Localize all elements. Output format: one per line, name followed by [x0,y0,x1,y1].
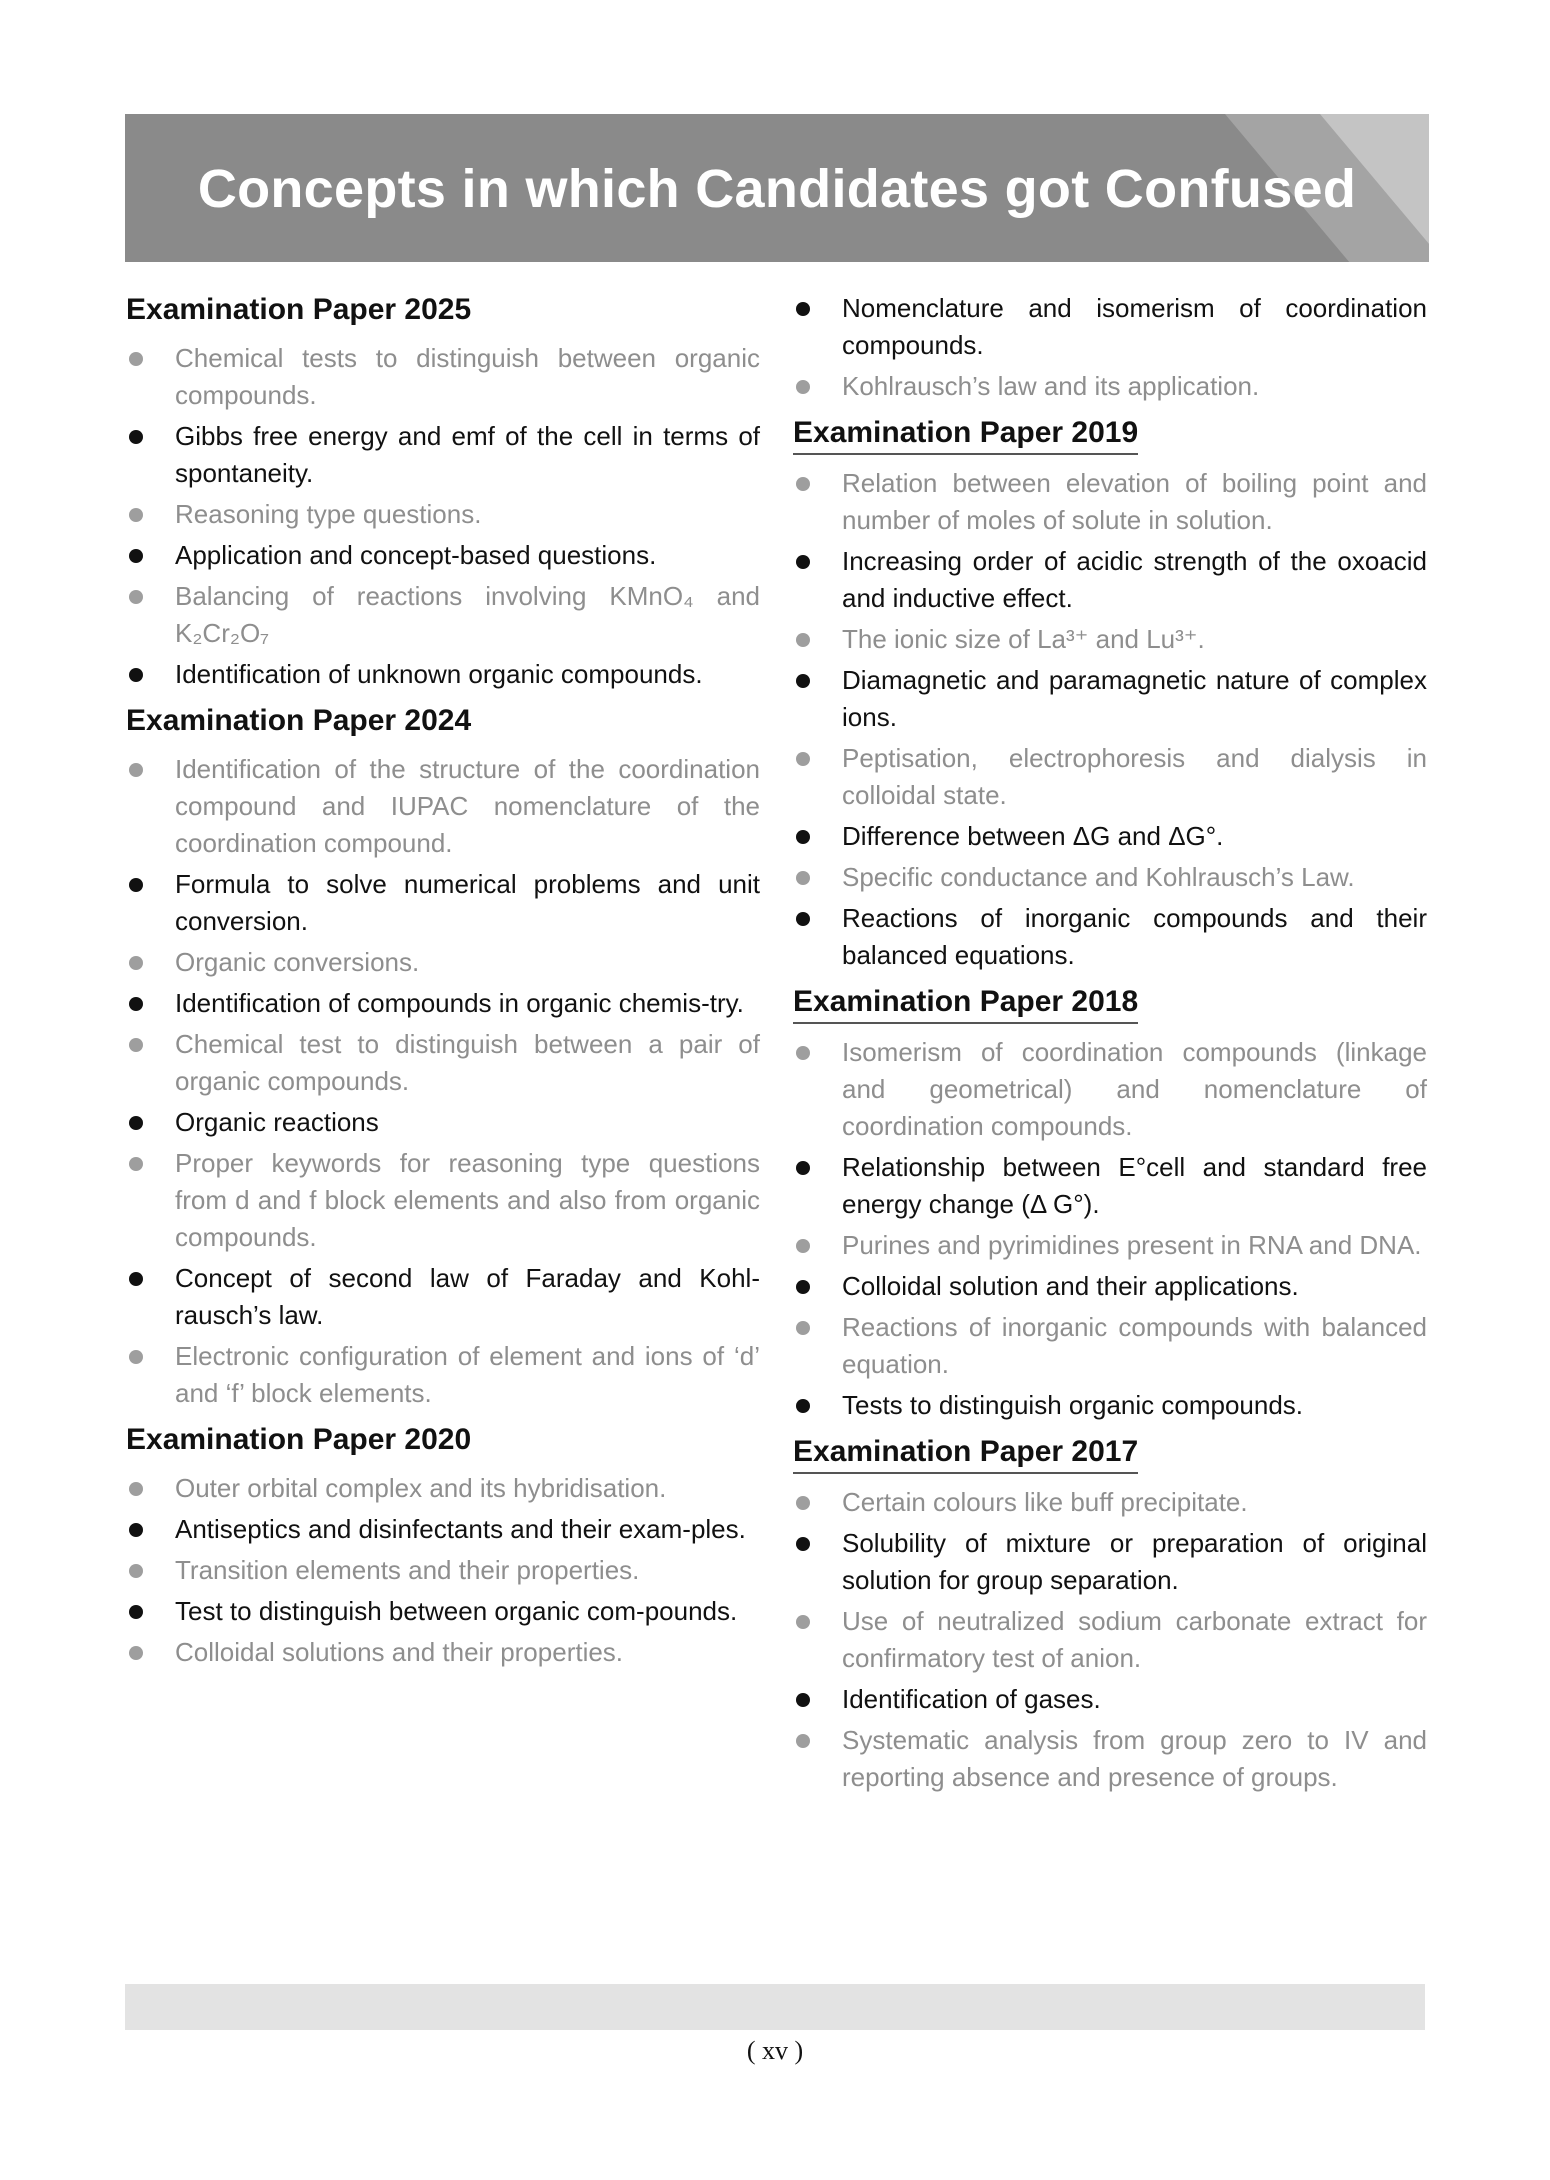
list-item [126,1593,760,1630]
bullet-icon [796,1615,810,1629]
concept-list [126,340,760,693]
exam-section [126,1420,760,1671]
list-item-text: Systematic analysis from group zero to IV and reporting absence and presence of groups. [842,1725,1427,1792]
bullet-icon [129,997,143,1011]
bullet-icon [796,1693,810,1707]
bullet-icon [796,633,810,647]
list-item-text: Transition elements and their properties. [175,1555,640,1585]
list-item [126,1552,760,1589]
list-item-text: Reactions of inorganic compounds with balanced equation. [842,1312,1427,1379]
list-item [126,1511,760,1548]
bullet-icon [129,508,143,522]
list-item-text: Relationship between E°cell and standard free energy change (Δ G°). [842,1152,1427,1219]
bullet-icon [796,1734,810,1748]
list-item [793,290,1427,364]
list-item [793,859,1427,896]
concept-list [793,465,1427,974]
list-item [126,537,760,574]
section-heading: Examination Paper 2019 [793,413,1138,455]
list-item-text: Diamagnetic and paramagnetic nature of complex ions. [842,665,1427,732]
bullet-icon [129,1605,143,1619]
list-item-text: Increasing order of acidic strength of the oxoacid and inductive effect. [842,546,1427,613]
bullet-icon [796,1537,810,1551]
bullet-icon [796,1161,810,1175]
bullet-icon [129,1157,143,1171]
bullet-icon [796,1280,810,1294]
list-item-text: Nomenclature and isomerism of coordination compounds. [842,293,1427,360]
list-item-text: Outer orbital complex and its hybridisation. [175,1473,667,1503]
list-item-text: Identification of the structure of the coordination compound and IUPAC nomenclature of the coordination compound. [175,754,760,858]
list-item [126,1338,760,1412]
list-item-text: Relation between elevation of boiling point and number of moles of solute in solution. [842,468,1427,535]
bullet-icon [129,549,143,563]
list-item [793,900,1427,974]
section-heading: Examination Paper 2020 [126,1423,472,1456]
list-item-text: Test to distinguish between organic com-pounds. [175,1596,738,1626]
list-item-text: Gibbs free energy and emf of the cell in terms of spontaneity. [175,421,760,488]
list-item-text: Identification of compounds in organic chemis-try. [175,988,744,1018]
concept-list [793,1034,1427,1424]
exam-section [793,413,1427,974]
bullet-icon [796,555,810,569]
bullet-icon [129,1038,143,1052]
list-item [793,543,1427,617]
list-item [126,1104,760,1141]
concept-list [793,1484,1427,1796]
concept-list [793,290,1427,405]
list-item [126,866,760,940]
list-item-text: Formula to solve numerical problems and unit conversion. [175,869,760,936]
list-item-text: Certain colours like buff precipitate. [842,1487,1248,1517]
list-item [793,621,1427,658]
bullet-icon [796,1239,810,1253]
list-item-text: Solubility of mixture or preparation of original solution for group separation. [842,1528,1427,1595]
list-item [793,1525,1427,1599]
list-item [126,944,760,981]
list-item [126,1260,760,1334]
bullet-icon [796,674,810,688]
section-heading: Examination Paper 2018 [793,982,1138,1024]
list-item [793,1722,1427,1796]
exam-section [126,290,760,693]
list-item [793,1484,1427,1521]
list-item-text: Reactions of inorganic compounds and their balanced equations. [842,903,1427,970]
right-column [793,290,1427,1804]
list-item [793,1034,1427,1145]
bullet-icon [796,1321,810,1335]
list-item-text: Purines and pyrimidines present in RNA and DNA. [842,1230,1422,1260]
bullet-icon [129,763,143,777]
list-item [793,368,1427,405]
page-title: Concepts in which Candidates got Confused [197,159,1357,219]
list-item [126,656,760,693]
bullet-icon [796,477,810,491]
bullet-icon [129,430,143,444]
section-heading: Examination Paper 2024 [126,704,472,737]
exam-section [793,290,1427,405]
list-item [793,1387,1427,1424]
list-item [793,1268,1427,1305]
section-heading: Examination Paper 2017 [793,1432,1138,1474]
bullet-icon [129,956,143,970]
list-item-text: Proper keywords for reasoning type questions from d and f block elements and also from organic compounds. [175,1148,760,1252]
page-number: ( xv ) [746,2036,804,2065]
bullet-icon [129,352,143,366]
list-item-text: Colloidal solution and their applications. [842,1271,1299,1301]
list-item [793,465,1427,539]
list-item-text: Use of neutralized sodium carbonate extract for confirmatory test of anion. [842,1606,1427,1673]
list-item-text: Reasoning type questions. [175,499,482,529]
bullet-icon [129,668,143,682]
list-item-text: Antiseptics and disinfectants and their exam-ples. [175,1514,746,1544]
list-item-text: Isomerism of coordination compounds (linkage and geometrical) and nomenclature of coordination compounds. [842,1037,1427,1141]
list-item [126,1145,760,1256]
bullet-icon [796,752,810,766]
concept-list [126,751,760,1412]
section-heading: Examination Paper 2025 [126,293,472,326]
list-item [126,1026,760,1100]
bullet-icon [129,1646,143,1660]
list-item [793,1681,1427,1718]
list-item [126,1470,760,1507]
bullet-icon [796,1399,810,1413]
list-item [126,578,760,652]
bullet-icon [796,1496,810,1510]
bullet-icon [796,830,810,844]
exam-section [126,701,760,1412]
list-item-text: Colloidal solutions and their properties. [175,1637,624,1667]
list-item [126,751,760,862]
list-item-text: The ionic size of La³⁺ and Lu³⁺. [842,624,1205,654]
title-banner [125,114,1429,262]
list-item-text: Organic reactions [175,1107,379,1137]
list-item [793,1309,1427,1383]
footer-bar [125,1984,1425,2030]
list-item-text: Identification of gases. [842,1684,1101,1714]
left-column [126,290,760,1679]
list-item-text: Kohlrausch’s law and its application. [842,371,1260,401]
list-item [126,418,760,492]
list-item-text: Specific conductance and Kohlrausch’s Law. [842,862,1355,892]
list-item [126,1634,760,1671]
list-item-text: Concept of second law of Faraday and Kohl-rausch’s law. [175,1263,760,1330]
list-item-text: Identification of unknown organic compounds. [175,659,703,689]
list-item [793,818,1427,855]
concept-list [126,1470,760,1671]
bullet-icon [129,1482,143,1496]
list-item [126,985,760,1022]
list-item [793,662,1427,736]
bullet-icon [796,912,810,926]
list-item-text: Organic conversions. [175,947,420,977]
exam-section [793,982,1427,1424]
list-item [793,740,1427,814]
list-item-text: Balancing of reactions involving KMnO₄ and K₂Cr₂O₇ [175,581,760,648]
bullet-icon [796,871,810,885]
bullet-icon [129,1272,143,1286]
bullet-icon [129,1350,143,1364]
exam-section [793,1432,1427,1796]
list-item [793,1149,1427,1223]
bullet-icon [796,302,810,316]
bullet-icon [796,1046,810,1060]
list-item-text: Electronic configuration of element and ions of ‘d’ and ‘f’ block elements. [175,1341,760,1408]
list-item-text: Difference between ΔG and ΔG°. [842,821,1224,851]
list-item [126,340,760,414]
list-item-text: Chemical test to distinguish between a pair of organic compounds. [175,1029,760,1096]
list-item [793,1603,1427,1677]
bullet-icon [129,1564,143,1578]
list-item-text: Tests to distinguish organic compounds. [842,1390,1304,1420]
list-item-text: Chemical tests to distinguish between organic compounds. [175,343,760,410]
list-item-text: Peptisation, electrophoresis and dialysis in colloidal state. [842,743,1427,810]
bullet-icon [129,1116,143,1130]
bullet-icon [129,1523,143,1537]
bullet-icon [796,380,810,394]
bullet-icon [129,590,143,604]
list-item-text: Application and concept-based questions. [175,540,657,570]
list-item [126,496,760,533]
list-item [793,1227,1427,1264]
bullet-icon [129,878,143,892]
